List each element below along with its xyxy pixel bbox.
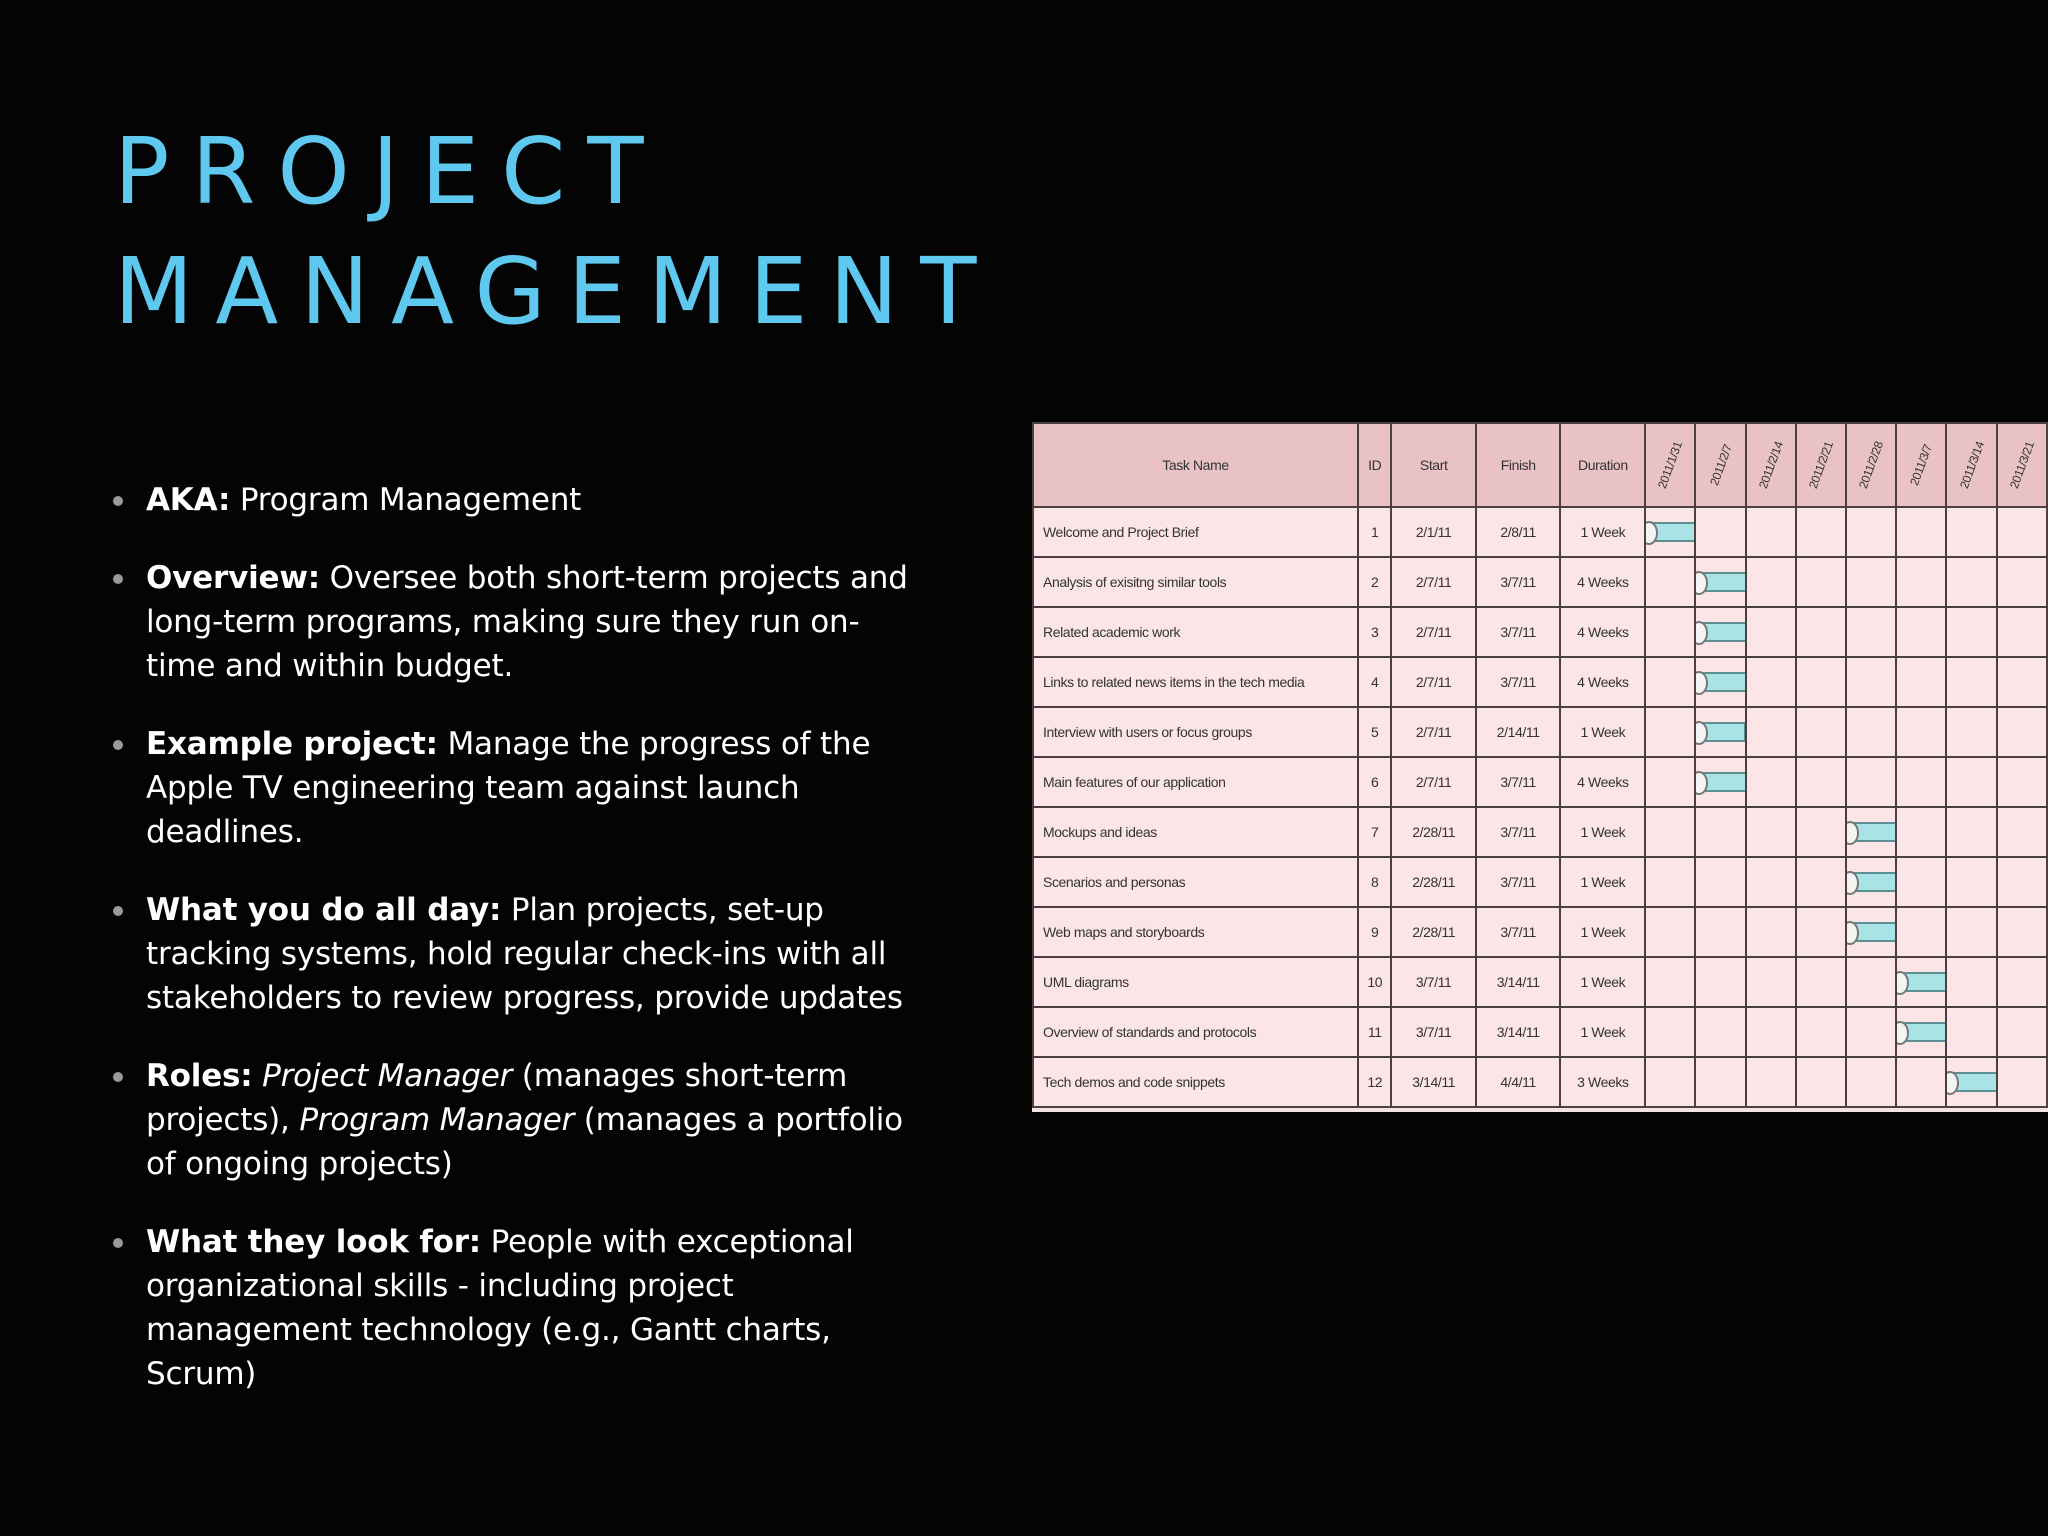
bullet-what-they-look-for [113,1220,913,1396]
timeline-cell [1645,1007,1695,1057]
task-finish-cell: 3/7/11 [1476,807,1561,857]
task-name-cell: UML diagrams [1033,957,1358,1007]
task-duration-cell: 1 Week [1560,857,1645,907]
gantt-header-row [1033,423,2047,507]
timeline-cell [1796,807,1846,857]
timeline-cell [1997,557,2047,607]
timeline-cell [1946,1057,1996,1107]
timeline-cell [1846,507,1896,557]
timeline-cell [1997,857,2047,907]
task-finish-cell: 4/4/11 [1476,1057,1561,1107]
timeline-cell [1846,757,1896,807]
timeline-cell [1746,507,1796,557]
timeline-cell [1645,857,1695,907]
timeline-cell [1946,657,1996,707]
header-date [1645,423,1695,507]
timeline-cell [1796,1057,1846,1107]
timeline-cell [1946,957,1996,1007]
task-finish-cell: 3/7/11 [1476,757,1561,807]
timeline-cell [1695,857,1745,907]
timeline-cell [1997,807,2047,857]
gantt-row [1033,507,2047,557]
header-start: Start [1391,423,1476,507]
timeline-cell [1746,957,1796,1007]
bullet-label: What they look for: [146,1224,482,1260]
gantt-row [1033,757,2047,807]
task-id-cell: 7 [1358,807,1391,857]
timeline-cell [1695,707,1745,757]
bullet-text: Program Management [230,482,582,518]
bullet-label: Example project: [146,726,438,762]
timeline-cell [1997,1057,2047,1107]
task-finish-cell: 3/14/11 [1476,1007,1561,1057]
bullet-daily-work [113,888,913,1020]
task-id-cell: 4 [1358,657,1391,707]
gantt-body [1033,507,2047,1107]
task-id-cell: 10 [1358,957,1391,1007]
task-finish-cell: 3/14/11 [1476,957,1561,1007]
timeline-cell [1846,607,1896,657]
gantt-table [1032,422,2048,1108]
bullet-text: People with exceptional organizational skills - including project management technology (e.g., Gantt charts, Scrum) [146,1224,854,1392]
gantt-row [1033,857,2047,907]
timeline-cell [1746,857,1796,907]
bullet-dot-icon [113,1238,123,1248]
timeline-cell [1645,607,1695,657]
timeline-cell [1896,1007,1946,1057]
timeline-cell [1946,1007,1996,1057]
header-date [1695,423,1745,507]
timeline-cell [1896,807,1946,857]
timeline-cell [1746,607,1796,657]
timeline-cell [1946,507,1996,557]
task-id-cell: 6 [1358,757,1391,807]
task-duration-cell: 1 Week [1560,1007,1645,1057]
task-name-cell: Main features of our application [1033,757,1358,807]
timeline-cell [1695,1057,1745,1107]
timeline-cell [1846,807,1896,857]
task-start-cell: 2/7/11 [1391,757,1476,807]
header-id: ID [1358,423,1391,507]
timeline-cell [1645,557,1695,607]
header-date [1896,423,1946,507]
bullet-overview [113,556,913,688]
gantt-row [1033,707,2047,757]
timeline-cell [1796,857,1846,907]
task-id-cell: 1 [1358,507,1391,557]
timeline-cell [1645,907,1695,957]
timeline-cell [1746,1007,1796,1057]
task-name-cell: Related academic work [1033,607,1358,657]
bullet-list [113,478,913,1430]
task-duration-cell: 4 Weeks [1560,657,1645,707]
title-line-1: PROJECT [114,118,666,225]
header-task-name: Task Name [1033,423,1358,507]
date-label: 2011/3/7 [1907,442,1936,488]
role-program-manager-desc: (manages a portfolio of ongoing projects) [146,1102,903,1182]
timeline-cell [1846,657,1896,707]
timeline-cell [1695,1007,1745,1057]
bullet-aka [113,478,913,522]
header-finish: Finish [1476,423,1561,507]
timeline-cell [1896,507,1946,557]
timeline-cell [1997,657,2047,707]
bullet-text: Plan projects, set-up tracking systems, hold regular check-ins with all stakeholders to review progress, provide updates [146,892,903,1016]
task-name-cell: Tech demos and code snippets [1033,1057,1358,1107]
bullet-text: Manage the progress of the Apple TV engineering team against launch deadlines. [146,726,871,850]
task-name-cell: Interview with users or focus groups [1033,707,1358,757]
task-finish-cell: 3/7/11 [1476,657,1561,707]
task-id-cell: 3 [1358,607,1391,657]
timeline-cell [1997,957,2047,1007]
timeline-cell [1846,557,1896,607]
task-duration-cell: 3 Weeks [1560,1057,1645,1107]
gantt-row [1033,657,2047,707]
task-name-cell: Overview of standards and protocols [1033,1007,1358,1057]
task-name-cell: Scenarios and personas [1033,857,1358,907]
date-label: 2011/2/7 [1706,442,1735,488]
timeline-cell [1645,957,1695,1007]
task-start-cell: 3/7/11 [1391,957,1476,1007]
bullet-dot-icon [113,574,123,584]
task-name-cell: Links to related news items in the tech media [1033,657,1358,707]
role-project-manager-desc: (manages short-term projects), [146,1058,848,1138]
bullet-dot-icon [113,1072,123,1082]
date-label: 2011/3/14 [1956,439,1987,491]
timeline-cell [1896,707,1946,757]
task-start-cell: 2/7/11 [1391,557,1476,607]
timeline-cell [1695,607,1745,657]
timeline-cell [1695,757,1745,807]
timeline-cell [1746,557,1796,607]
timeline-cell [1645,507,1695,557]
timeline-cell [1846,707,1896,757]
timeline-cell [1946,707,1996,757]
task-start-cell: 2/1/11 [1391,507,1476,557]
header-duration: Duration [1560,423,1645,507]
task-duration-cell: 1 Week [1560,707,1645,757]
task-start-cell: 2/28/11 [1391,857,1476,907]
timeline-cell [1746,757,1796,807]
role-program-manager: Program Manager [299,1102,575,1138]
timeline-cell [1896,907,1946,957]
bullet-roles [113,1054,913,1186]
timeline-cell [1946,757,1996,807]
timeline-cell [1645,807,1695,857]
role-project-manager: Project Manager [262,1058,513,1094]
task-start-cell: 2/28/11 [1391,807,1476,857]
gantt-row [1033,557,2047,607]
bullet-label: Overview: [146,560,320,596]
timeline-cell [1896,657,1946,707]
gantt-row [1033,607,2047,657]
timeline-cell [1946,807,1996,857]
task-start-cell: 2/7/11 [1391,707,1476,757]
header-date [1746,423,1796,507]
task-name-cell: Mockups and ideas [1033,807,1358,857]
gantt-row [1033,1057,2047,1107]
header-date [1946,423,1996,507]
timeline-cell [1796,607,1846,657]
header-date [1846,423,1896,507]
task-duration-cell: 4 Weeks [1560,557,1645,607]
task-id-cell: 9 [1358,907,1391,957]
timeline-cell [1997,1007,2047,1057]
task-finish-cell: 3/7/11 [1476,857,1561,907]
timeline-cell [1695,557,1745,607]
task-duration-cell: 1 Week [1560,507,1645,557]
timeline-cell [1997,607,2047,657]
timeline-cell [1746,657,1796,707]
timeline-cell [1846,907,1896,957]
task-duration-cell: 1 Week [1560,807,1645,857]
timeline-cell [1645,1057,1695,1107]
task-name-cell: Welcome and Project Brief [1033,507,1358,557]
timeline-cell [1896,607,1946,657]
timeline-cell [1796,757,1846,807]
timeline-cell [1695,657,1745,707]
bullet-dot-icon [113,906,123,916]
timeline-cell [1796,1007,1846,1057]
gantt-chart-image [1032,422,2048,1112]
timeline-cell [1695,507,1745,557]
gantt-row [1033,907,2047,957]
task-start-cell: 3/14/11 [1391,1057,1476,1107]
task-name-cell: Web maps and storyboards [1033,907,1358,957]
timeline-cell [1946,607,1996,657]
task-duration-cell: 1 Week [1560,957,1645,1007]
task-id-cell: 8 [1358,857,1391,907]
date-label: 2011/2/28 [1856,439,1887,491]
timeline-cell [1695,807,1745,857]
header-date [1796,423,1846,507]
gantt-row [1033,807,2047,857]
timeline-cell [1896,757,1946,807]
timeline-cell [1946,557,1996,607]
header-date [1997,423,2047,507]
timeline-cell [1997,757,2047,807]
task-start-cell: 2/7/11 [1391,657,1476,707]
task-name-cell: Analysis of exisitng similar tools [1033,557,1358,607]
gantt-row [1033,957,2047,1007]
timeline-cell [1846,957,1896,1007]
bullet-label: What you do all day: [146,892,502,928]
task-finish-cell: 3/7/11 [1476,907,1561,957]
timeline-cell [1645,707,1695,757]
timeline-cell [1796,707,1846,757]
task-id-cell: 11 [1358,1007,1391,1057]
task-duration-cell: 4 Weeks [1560,757,1645,807]
timeline-cell [1796,957,1846,1007]
task-id-cell: 2 [1358,557,1391,607]
date-label: 2011/1/31 [1655,439,1686,491]
task-start-cell: 2/28/11 [1391,907,1476,957]
title-line-2: MANAGEMENT [114,238,999,345]
timeline-cell [1695,907,1745,957]
task-duration-cell: 1 Week [1560,907,1645,957]
task-finish-cell: 3/7/11 [1476,557,1561,607]
timeline-cell [1645,657,1695,707]
timeline-cell [1695,957,1745,1007]
page-title [114,112,998,352]
timeline-cell [1946,857,1996,907]
task-duration-cell: 4 Weeks [1560,607,1645,657]
timeline-cell [1796,557,1846,607]
timeline-cell [1846,1057,1896,1107]
bullet-label: Roles: [146,1058,253,1094]
timeline-cell [1946,907,1996,957]
task-id-cell: 12 [1358,1057,1391,1107]
timeline-cell [1796,907,1846,957]
timeline-cell [1746,907,1796,957]
task-id-cell: 5 [1358,707,1391,757]
task-start-cell: 3/7/11 [1391,1007,1476,1057]
task-finish-cell: 3/7/11 [1476,607,1561,657]
bullet-example-project [113,722,913,854]
timeline-cell [1746,807,1796,857]
timeline-cell [1997,507,2047,557]
task-finish-cell: 2/14/11 [1476,707,1561,757]
timeline-cell [1796,657,1846,707]
timeline-cell [1896,957,1946,1007]
task-start-cell: 2/7/11 [1391,607,1476,657]
timeline-cell [1997,907,2047,957]
timeline-cell [1645,757,1695,807]
gantt-row [1033,1007,2047,1057]
date-label: 2011/2/21 [1806,439,1836,491]
timeline-cell [1746,707,1796,757]
bullet-dot-icon [113,740,123,750]
timeline-cell [1846,857,1896,907]
timeline-cell [1896,857,1946,907]
timeline-cell [1896,557,1946,607]
timeline-cell [1746,1057,1796,1107]
bullet-label: AKA: [146,482,231,518]
date-label: 2011/2/14 [1755,439,1786,491]
bullet-dot-icon [113,496,123,506]
timeline-cell [1997,707,2047,757]
timeline-cell [1846,1007,1896,1057]
task-finish-cell: 2/8/11 [1476,507,1561,557]
timeline-cell [1796,507,1846,557]
bullet-text: Oversee both short-term projects and long-term programs, making sure they run on-time and within budget. [146,560,908,684]
timeline-cell [1896,1057,1946,1107]
date-label: 2011/3/21 [2006,439,2037,491]
